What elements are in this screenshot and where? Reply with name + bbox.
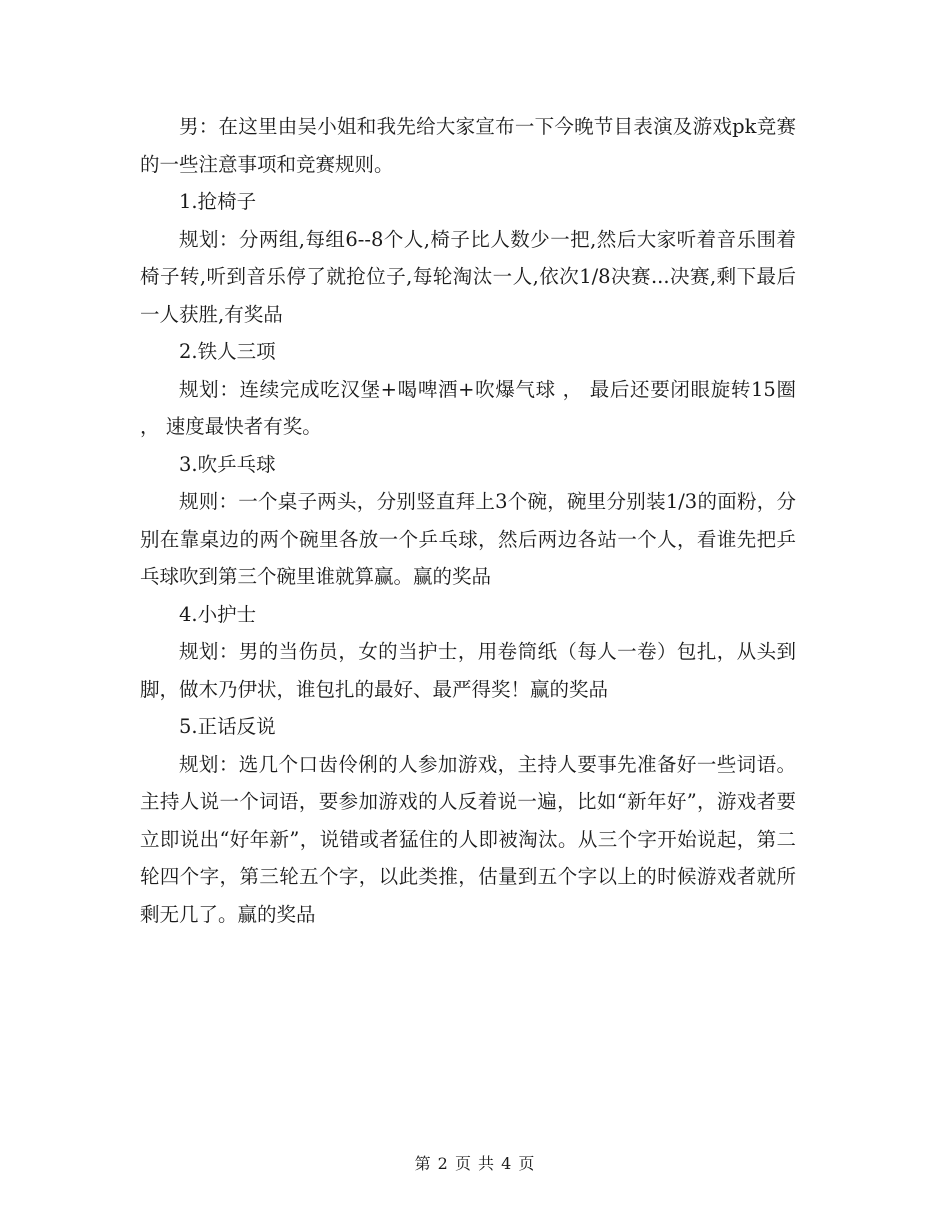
page-number-label: 第 2 页 共 4 页 bbox=[414, 1154, 536, 1173]
game-1-rules: 规划：分两组,每组6--8个人,椅子比人数少一把,然后大家听着音乐围着椅子转,听到音乐停了就抢位子,每轮淘汰一人,依次1/8决赛...决赛,剩下最后一人获胜,有奖品 bbox=[140, 227, 796, 326]
game-4-heading: 4.小护士 bbox=[179, 602, 257, 626]
game-5-rules: 规划：选几个口齿伶俐的人参加游戏，主持人要事先准备好一些词语。主持人说一个词语，要参加游戏的人反着说一遍，比如“新年好”，游戏者要立即说出“好年新”，说错或者猛住的人即被淘汰。从三个字开始说起，第二轮四个字，第三轮五个字，以此类推，估量到五个字以上的时候游戏者就所剩无几了。赢的奖品 bbox=[140, 752, 796, 926]
game-2-rules: 规划：连续完成吃汉堡+喝啤酒+吹爆气球 ， 最后还要闭眼旋转15圈 ， 速度最快者有奖。 bbox=[140, 377, 796, 438]
game-4-rules: 规划：男的当伤员，女的当护士，用卷筒纸（每人一卷）包扎，从头到脚，做木乃伊状，谁包扎的最好、最严得奖！赢的奖品 bbox=[140, 640, 796, 701]
game-1-heading: 1.抢椅子 bbox=[179, 190, 257, 213]
game-2-heading: 2.铁人三项 bbox=[179, 340, 276, 363]
page-footer bbox=[0, 1152, 950, 1176]
document-body bbox=[140, 108, 796, 933]
game-3-rules: 规则：一个桌子两头，分别竖直拜上3个碗，碗里分别装1/3的面粉，分别在靠桌边的两个碗里各放一个乒乓球，然后两边各站一个人，看谁先把乒乓球吹到第三个碗里谁就算赢。赢的奖品 bbox=[140, 490, 796, 588]
intro-paragraph: 男：在这里由吴小姐和我先给大家宣布一下今晚节目表演及游戏pk竞赛的一些注意事项和竞赛规则。 bbox=[140, 115, 796, 176]
game-3-heading: 3.吹乒乓球 bbox=[179, 452, 276, 476]
game-5-heading: 5.正话反说 bbox=[179, 715, 276, 738]
